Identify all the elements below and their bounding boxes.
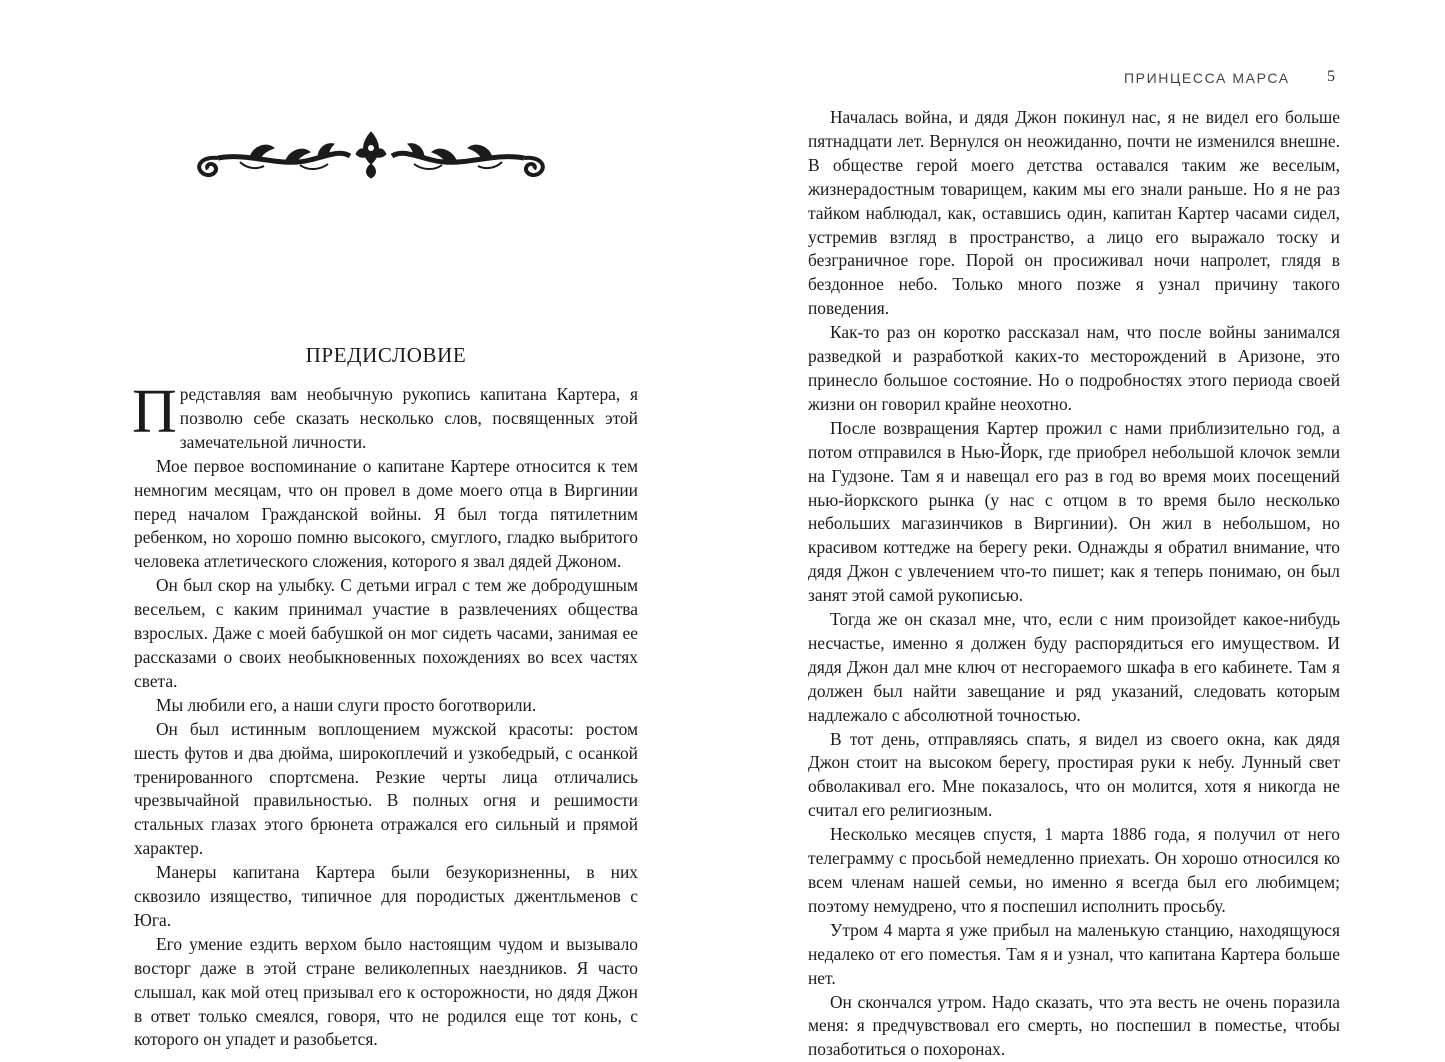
body-text <box>808 106 1340 1062</box>
chapter-title: ПРЕДИСЛОВИЕ <box>305 343 467 367</box>
paragraph: Он скончался утром. Надо сказать, что эта весть не очень поразила меня: я предчувствовал его смерть, но поспешил в поместье, чтобы позаботиться о похоронах. <box>808 991 1340 1060</box>
paragraph: Его умение ездить верхом было настоящим чудом и вызывало восторг даже в этой стране великолепных наездников. Я часто слышал, как мой отец призывал его к осторожности, но дядя Джон в ответ только смеялся, говоря, что не родился еще тот конь, с которого он упадет и разобьется. <box>134 933 638 1050</box>
paragraph: Несколько месяцев спустя, 1 марта 1886 года, я получил от него телеграмму с просьбой немедленно приехать. Он хорошо относился ко всем членам нашей семьи, но именно я всегда был его любимцем; поэтому немудрено, что я поспешил исполнить просьбу. <box>808 824 1340 916</box>
left-page <box>0 0 722 1050</box>
running-head: ПРИНЦЕССА МАРСА <box>1124 70 1290 86</box>
right-page <box>722 0 1445 1060</box>
paragraph: В тот день, отправляясь спать, я видел из своего окна, как дядя Джон стоит на высоком берегу, простирая руки к небу. Лунный свет обволакивал его. Мне показалось, что он молится, хотя я никогда не считал его религиозным. <box>808 728 1340 821</box>
paragraph: Он был истинным воплощением мужской красоты: ростом шесть футов и два дюйма, широкоплечий и узкобедрый, с осанкой тренированного спортсмена. Резкие черты лица отличались чрезвычайной правильностью. В полных огня и решимости стальных глазах этого брюнета отражался его сильный и прямой характер. <box>134 718 638 859</box>
paragraph: Тогда же он сказал мне, что, если с ним произойдет какое-нибудь несчастье, именно я должен буду распорядиться его имуществом. И дядя Джон дал мне ключ от несгораемого шкафа в его кабинете. Там я должен был найти завещание и ряд указаний, следовать которым надлежало с абсолютной точностью. <box>808 609 1340 725</box>
dropcap-letter: П <box>132 378 177 446</box>
ornament-vignette-icon <box>190 128 552 180</box>
paragraph: Представляя вам необычную рукопись капитана Картера, я позволю себе сказать несколько слов, посвященных этой замечательной личности. <box>132 378 638 452</box>
paragraph: Началась война, и дядя Джон покинул нас, я не видел его больше пятнадцати лет. Вернулся он неожиданно, почти не изменился внешне. В обществе герой моего детства оставался таким же веселым, жизнерадостным товарищем, каким мы его знали раньше. Но я не раз тайком наблюдал, как, оставшись один, капитан Картер часами сидел, устремив взгляд в пространство, а лицо его выражало тоску и безграничное горе. Порой он просиживал ночи напролет, глядя в бездонное небо. Только много позже я узнал причину такого поведения. <box>808 107 1340 319</box>
paragraph: Мое первое воспоминание о капитане Картере относится к тем немногим месяцам, что он провел в доме моего отца в Виргинии перед началом Гражданской войны. Я был тогда пятилетним ребенком, но хорошо помню высокого, смуглого, гладко выбритого человека атлетического сложения, которого я звал дядей Джоном. <box>134 455 638 572</box>
paragraph: Манеры капитана Картера были безукоризненны, в них сквозило изящество, типичное для породистых джентльменов с Юга. <box>134 862 638 930</box>
paragraph: Утром 4 марта я уже прибыл на маленькую станцию, находящуюся недалеко от его поместья. Там я и узнал, что капитана Картера больше нет. <box>808 919 1340 988</box>
preface-text <box>132 378 638 1052</box>
paragraph: После возвращения Картер прожил с нами приблизительно год, а потом отправился в Нью-Йорк, где приобрел небольшой клочок земли на Гудзоне. Там я и навещал его раз в год во время моих посещений нью-йоркского рынка (у нас с отцом в то время было несколько небольших магазинчиков в Виргинии). Он жил в небольшом, но красивом коттедже на берегу реки. Однажды я обратил внимание, что дядя Джон с увлечением что-то пишет; как я теперь понимаю, он был занят этой самой рукописью. <box>808 417 1340 606</box>
paragraph: Как-то раз он коротко рассказал нам, что после войны занимался разведкой и разработкой каких-то месторождений в Аризоне, это принесло большое состояние. Но о подробностях этого периода своей жизни он говорил крайне неохотно. <box>808 322 1340 414</box>
page-number: 5 <box>1327 68 1335 85</box>
paragraph: Мы любили его, а наши слуги просто боготворили. <box>156 694 537 715</box>
paragraph: Он был скор на улыбку. С детьми играл с тем же добродушным весельем, с каким принимал участие в развлечениях общества взрослых. Даже с моей бабушкой он мог сидеть часами, занимая ее рассказами о своих необыкновенных похождениях во всех частях света. <box>134 575 638 691</box>
